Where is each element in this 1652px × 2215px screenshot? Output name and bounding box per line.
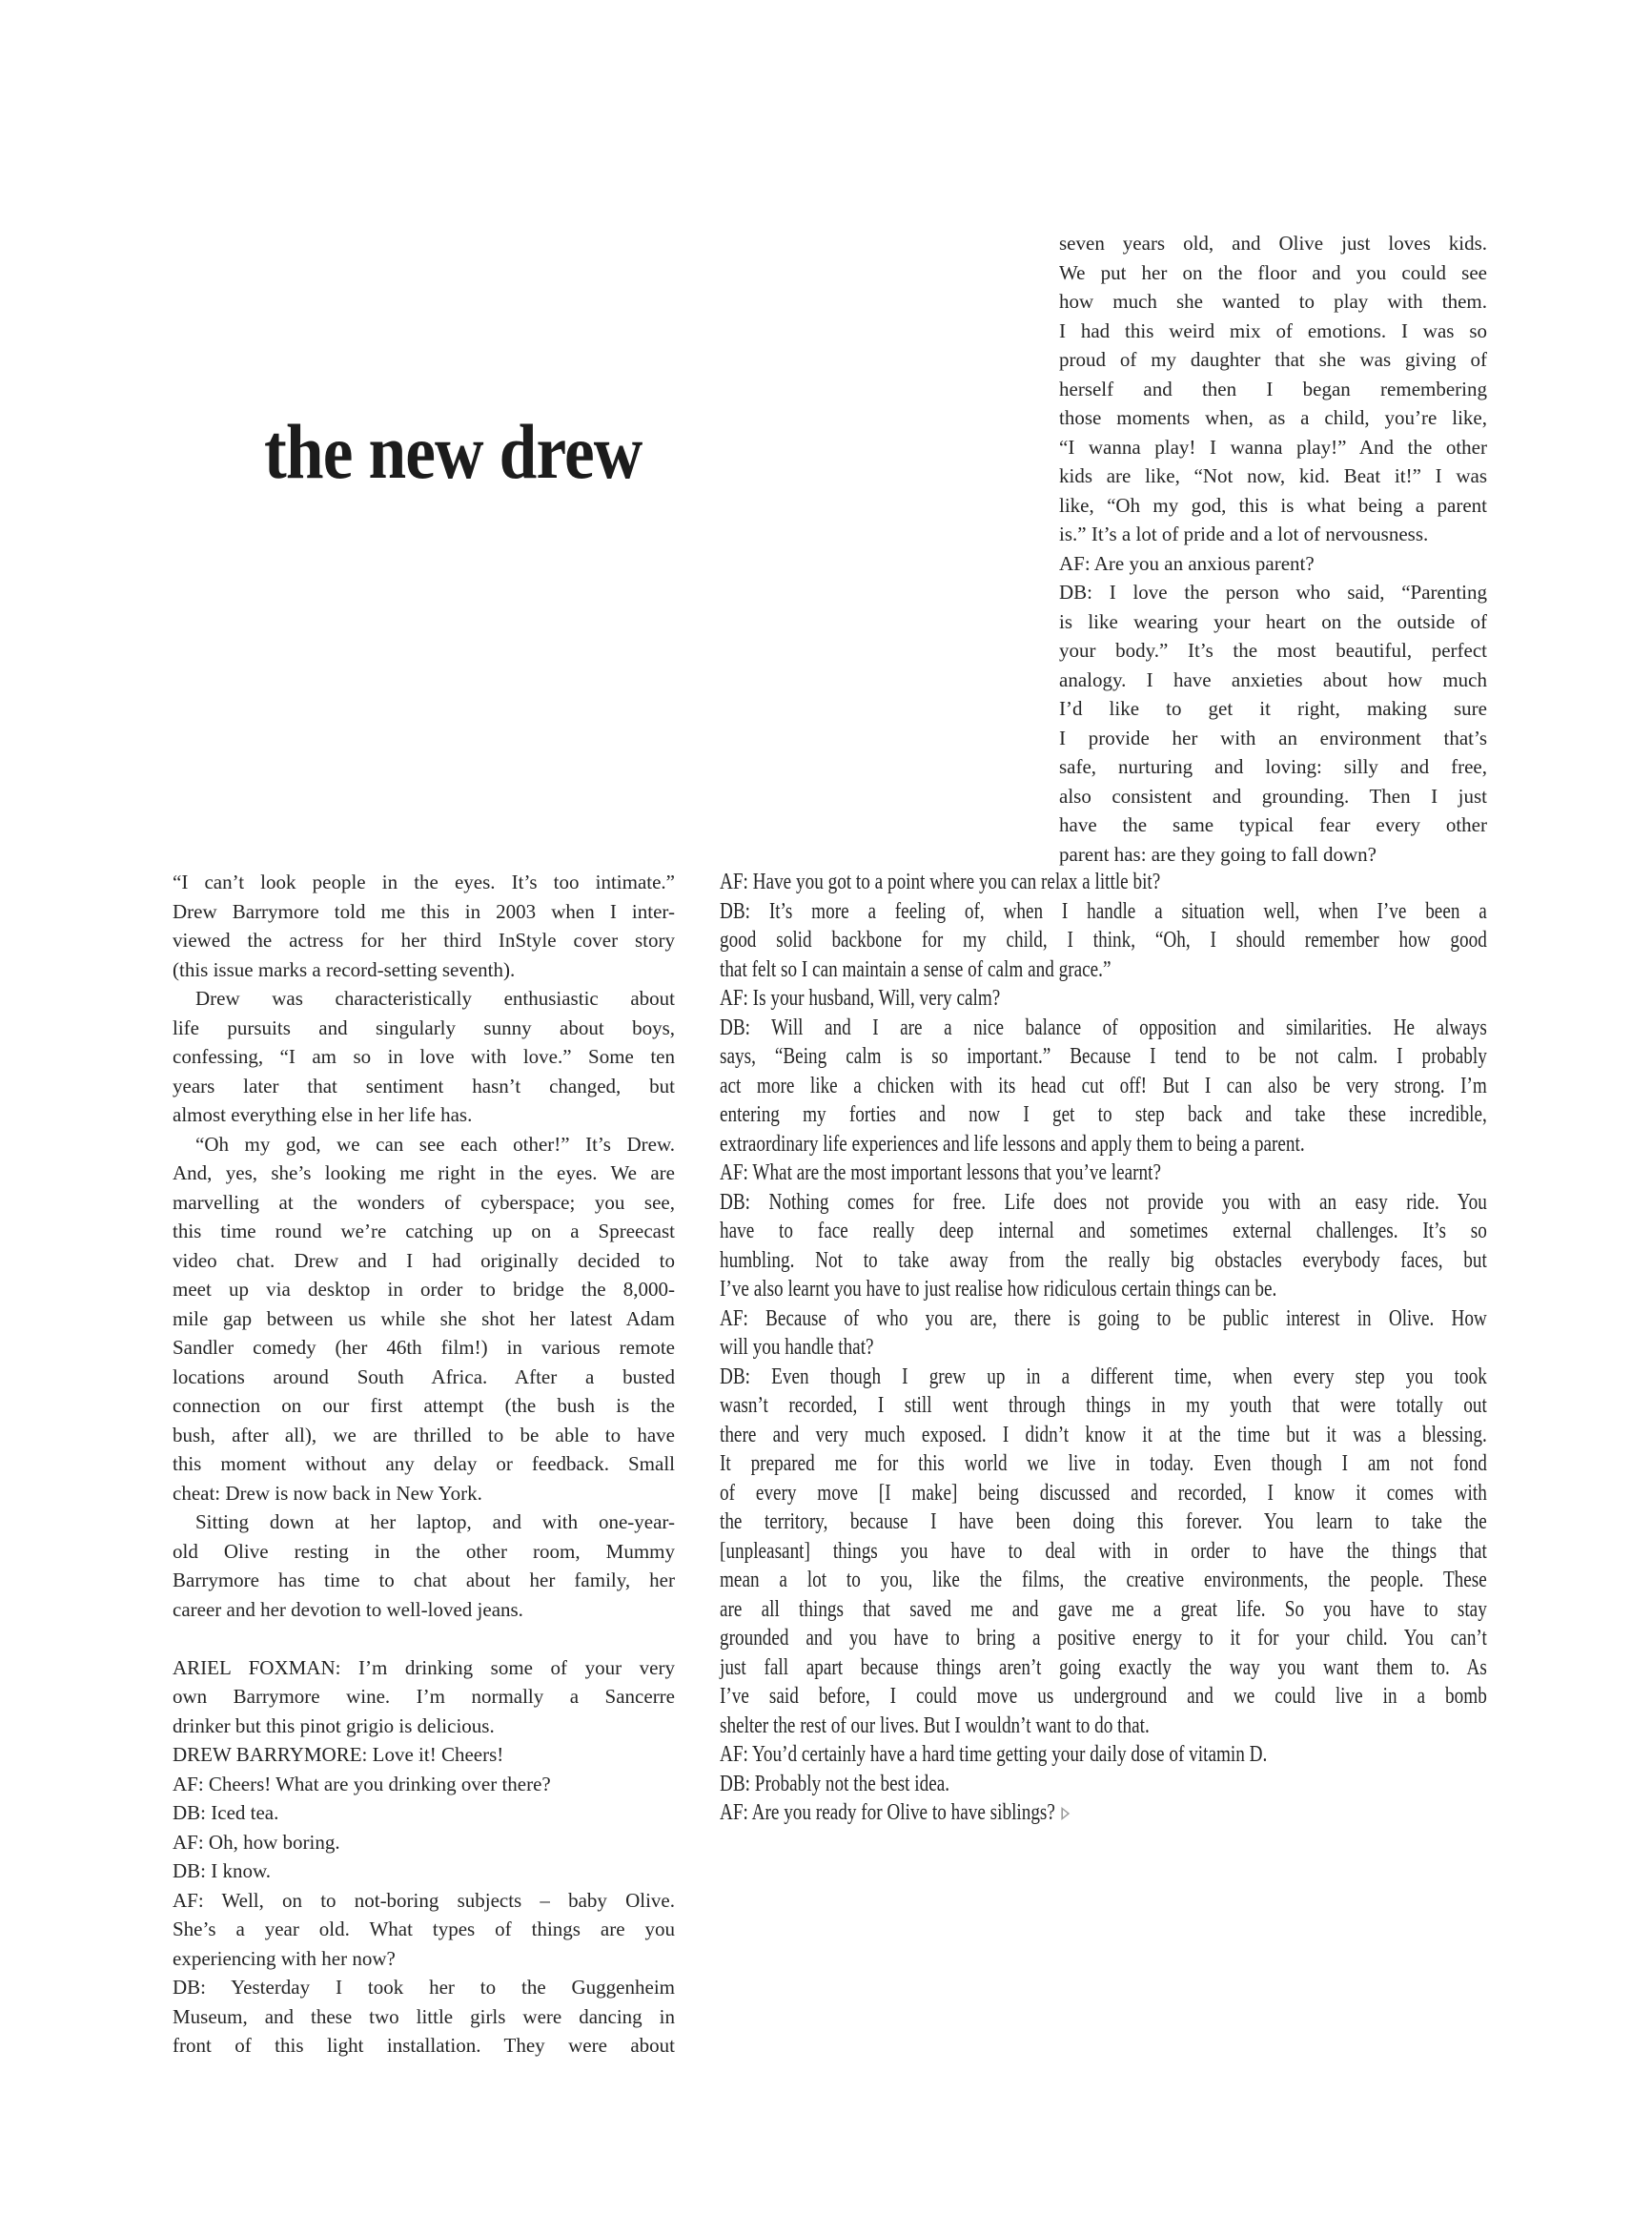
text-line — [720, 1740, 1487, 1770]
text-line — [173, 1507, 675, 1537]
text-line — [720, 1072, 1487, 1101]
text-line — [173, 1042, 675, 1072]
text-line-content: And, yes, she’s looking me right in the eyes. We are — [173, 1161, 675, 1184]
text-line-content: almost everything else in her life has. — [173, 1103, 473, 1126]
text-line-content: Drew Barrymore told me this in 2003 when I inter- — [173, 899, 675, 923]
text-line — [173, 1653, 675, 1683]
text-line-content: kids are like, “Not now, kid. Beat it!” I was — [1059, 464, 1487, 487]
text-line — [720, 984, 1487, 1014]
text-line-content: locations around South Africa. After a busted — [173, 1364, 675, 1388]
text-line-content: seven years old, and Olive just loves kids. — [1059, 232, 1487, 255]
text-line-content: I’ve also learnt you have to just realise how ridiculous certain things can be. — [720, 1277, 1277, 1302]
text-line — [173, 1479, 675, 1508]
text-line-content: connection on our first attempt (the bush is the — [173, 1394, 675, 1417]
text-line — [1059, 403, 1487, 433]
text-line — [173, 1014, 675, 1043]
text-line-content: “Oh my god, we can see each other!” It’s Drew. — [195, 1132, 675, 1156]
article-column-wide — [720, 868, 1487, 1828]
text-line-content: confessing, “I am so in love with love.” Some ten — [173, 1045, 675, 1068]
paragraph — [1059, 229, 1487, 549]
text-line — [720, 1682, 1487, 1712]
text-line — [173, 1537, 675, 1567]
paragraph — [720, 897, 1487, 985]
text-line-content: AF: Oh, how boring. — [173, 1830, 340, 1854]
text-line — [173, 1973, 675, 2002]
text-line — [173, 1856, 675, 1886]
text-line — [173, 1363, 675, 1392]
paragraph — [720, 868, 1487, 897]
text-line — [1059, 694, 1487, 724]
text-line-content: of every move [I make] being discussed and recorded, I know it comes with — [720, 1480, 1487, 1506]
paragraph — [173, 1740, 675, 1770]
text-line — [720, 1391, 1487, 1421]
text-line — [1059, 461, 1487, 491]
text-line — [720, 1712, 1487, 1741]
text-line — [1059, 578, 1487, 607]
text-line — [1059, 549, 1487, 579]
text-line — [720, 926, 1487, 955]
text-line-content: parent has: are they going to fall down? — [1059, 842, 1377, 866]
text-line — [173, 955, 675, 985]
paragraph — [173, 868, 675, 984]
paragraph — [1059, 549, 1487, 579]
text-line — [173, 2031, 675, 2061]
paragraph — [173, 1856, 675, 1886]
paragraph — [720, 1770, 1487, 1799]
text-line-content: own Barrymore wine. I’m normally a Sancerre — [173, 1685, 675, 1708]
text-line — [720, 868, 1487, 897]
text-line — [173, 1246, 675, 1276]
text-line — [173, 1915, 675, 1944]
text-line — [720, 1624, 1487, 1653]
text-line-content: I had this weird mix of emotions. I was so — [1059, 318, 1487, 342]
text-line-content: how much she wanted to play with them. — [1059, 290, 1487, 313]
text-line — [173, 1886, 675, 1916]
article-column-right-top — [1059, 229, 1487, 869]
text-line-content: ARIEL FOXMAN: I’m drinking some of your very — [173, 1655, 675, 1679]
text-line-content: Sitting down at her laptop, and with one-year- — [195, 1510, 675, 1533]
text-line — [1059, 607, 1487, 637]
text-line-content: also consistent and grounding. Then I just — [1059, 784, 1487, 808]
text-line-content: mile gap between us while she shot her latest Adam — [173, 1306, 675, 1330]
text-line-content: DB: Nothing comes for free. Life does not provide you with an easy ride. You — [720, 1189, 1487, 1215]
text-line — [173, 2002, 675, 2032]
text-line — [720, 955, 1487, 985]
text-line-content: Sandler comedy (her 46th film!) in various remote — [173, 1336, 675, 1359]
text-line-content: just fall apart because things aren’t going exactly the way you want them to. As — [720, 1654, 1487, 1680]
text-line-content: marvelling at the wonders of cyberspace; you see, — [173, 1190, 675, 1214]
text-line-content: humbling. Not to take away from the really big obstacles everybody faces, but — [720, 1247, 1487, 1273]
text-line — [173, 1682, 675, 1712]
text-line — [173, 1217, 675, 1246]
text-line-content: cheat: Drew is now back in New York. — [173, 1481, 482, 1505]
text-line — [1059, 229, 1487, 258]
text-line — [173, 897, 675, 927]
paragraph — [720, 1188, 1487, 1304]
paragraph — [720, 1304, 1487, 1363]
text-line-content: I’ve said before, I could move us underground and we could live in a bomb — [720, 1684, 1487, 1709]
text-line-content: AF: Are you an anxious parent? — [1059, 551, 1315, 575]
text-line — [720, 1014, 1487, 1043]
text-line — [1059, 752, 1487, 782]
text-line-content: video chat. Drew and I had originally decided to — [173, 1248, 675, 1272]
paragraph-spacer — [173, 1624, 675, 1653]
text-line-content: act more like a chicken with its head cut off! But I can also be very strong. I’m — [720, 1073, 1487, 1098]
text-line — [1059, 375, 1487, 404]
text-line-content: I provide her with an environment that’s — [1059, 726, 1487, 749]
paragraph — [173, 1653, 675, 1741]
paragraph — [173, 1507, 675, 1624]
text-line-content: AF: Have you got to a point where you can relax a little bit? — [720, 870, 1161, 894]
text-line-content: experiencing with her now? — [173, 1946, 396, 1970]
text-line-content: Museum, and these two little girls were dancing in — [173, 2004, 675, 2028]
text-line — [720, 1159, 1487, 1188]
paragraph — [720, 1740, 1487, 1770]
text-line-content: DB: I love the person who said, “Parenting — [1059, 581, 1487, 604]
text-line-content: AF: Cheers! What are you drinking over there? — [173, 1772, 551, 1795]
text-line-content: [unpleasant] things you have to deal with in order to have the things that — [720, 1538, 1487, 1564]
text-line — [720, 1100, 1487, 1130]
text-line — [173, 1828, 675, 1857]
text-line-content: shelter the rest of our lives. But I wouldn’t want to do that. — [720, 1713, 1150, 1738]
text-line-content: AF: What are the most important lessons that you’ve learnt? — [720, 1160, 1162, 1185]
text-line — [1059, 433, 1487, 462]
text-line-content: AF: Is your husband, Will, very calm? — [720, 986, 1001, 1011]
text-line-content: life pursuits and singularly sunny about boys, — [173, 1015, 675, 1039]
triangle-right-icon — [1061, 1807, 1070, 1820]
text-line-content: DB: Even though I grew up in a different time, when every step you took — [720, 1364, 1487, 1389]
text-line-content: is like wearing your heart on the outside of — [1059, 609, 1487, 633]
text-line-content: AF: Are you ready for Olive to have siblings? — [720, 1800, 1055, 1825]
text-line — [173, 1421, 675, 1450]
text-line — [720, 1333, 1487, 1363]
text-line — [720, 1537, 1487, 1567]
text-line-content: the territory, because I have been doing this forever. You learn to take the — [720, 1509, 1487, 1534]
text-line — [1059, 317, 1487, 346]
text-line — [720, 1130, 1487, 1159]
text-line — [173, 1304, 675, 1334]
text-line — [720, 1304, 1487, 1334]
text-line-content: “I wanna play! I wanna play!” And the other — [1059, 435, 1487, 459]
text-line — [1059, 287, 1487, 317]
paragraph — [720, 1363, 1487, 1741]
text-line-content: viewed the actress for her third InStyle cover story — [173, 929, 675, 952]
text-line-content: I’d like to get it right, making sure — [1059, 697, 1487, 720]
text-line — [720, 1042, 1487, 1072]
text-line — [1059, 345, 1487, 375]
text-line-content: bush, after all), we are thrilled to be able to have — [173, 1423, 675, 1446]
paragraph — [720, 1014, 1487, 1159]
text-line — [173, 1798, 675, 1828]
text-line-content: will you handle that? — [720, 1335, 874, 1360]
text-line — [173, 1275, 675, 1304]
article-title: the new drew — [264, 408, 642, 495]
text-line-content: AF: You’d certainly have a hard time getting your daily dose of vitamin D. — [720, 1742, 1268, 1767]
text-line — [720, 1449, 1487, 1479]
text-line-content: AF: Because of who you are, there is going to be public interest in Olive. How — [720, 1305, 1487, 1331]
text-line-content: that felt so I can maintain a sense of calm and grace.” — [720, 956, 1112, 982]
text-line — [1059, 520, 1487, 549]
text-line — [720, 897, 1487, 927]
text-line-content: grounded and you have to bring a positive energy to it for your child. You can’t — [720, 1626, 1487, 1651]
text-line — [173, 1072, 675, 1101]
text-line-content: wasn’t recorded, I still went through things in my youth that were totally out — [720, 1393, 1487, 1418]
text-line — [173, 1944, 675, 1974]
text-line-content: this moment without any delay or feedback. Small — [173, 1452, 675, 1475]
text-line — [173, 1100, 675, 1130]
paragraph — [173, 1973, 675, 2061]
text-line — [173, 1566, 675, 1595]
text-line — [720, 1217, 1487, 1246]
text-line — [720, 1566, 1487, 1595]
text-line-content: those moments when, as a child, you’re like, — [1059, 406, 1487, 429]
text-line-content: drinker but this pinot grigio is delicious. — [173, 1713, 495, 1737]
text-line — [1059, 636, 1487, 666]
text-line-content: safe, nurturing and loving: silly and free, — [1059, 755, 1487, 778]
text-line-content: We put her on the floor and you could see — [1059, 260, 1487, 284]
paragraph — [720, 1798, 1487, 1828]
text-line — [720, 1246, 1487, 1276]
text-line-content: Barrymore has time to chat about her family, her — [173, 1569, 675, 1591]
text-line — [1059, 810, 1487, 840]
text-line — [1059, 782, 1487, 811]
paragraph — [720, 984, 1487, 1014]
text-line-content: proud of my daughter that she was giving of — [1059, 348, 1487, 371]
text-line — [173, 1130, 675, 1159]
text-line-content: DB: It’s more a feeling of, when I handle a situation well, when I’ve been a — [720, 898, 1487, 924]
text-line — [173, 1740, 675, 1770]
article-column-left — [173, 868, 675, 2061]
text-line — [720, 1770, 1487, 1799]
text-line-content: have the same typical fear every other — [1059, 813, 1487, 836]
text-line — [720, 1479, 1487, 1508]
text-line-content: AF: Well, on to not-boring subjects – baby Olive. — [173, 1888, 675, 1912]
text-line — [720, 1595, 1487, 1625]
text-line — [173, 1595, 675, 1625]
text-line — [173, 1333, 675, 1363]
text-line-content: your body.” It’s the most beautiful, perfect — [1059, 639, 1487, 662]
text-line — [173, 1159, 675, 1188]
text-line-content: DB: Will and I are a nice balance of opposition and similarities. He always — [720, 1015, 1487, 1040]
paragraph — [173, 984, 675, 1130]
text-line-content: there and very much exposed. I didn’t know it at the time but it was a blessing. — [720, 1422, 1487, 1447]
text-line-content: DB: Yesterday I took her to the Guggenheim — [173, 1976, 675, 1999]
text-line — [720, 1653, 1487, 1683]
text-line-content: DB: Iced tea. — [173, 1801, 279, 1824]
text-line-content: is.” It’s a lot of pride and a lot of nervousness. — [1059, 523, 1429, 545]
text-line — [1059, 724, 1487, 753]
text-line-content: old Olive resting in the other room, Mummy — [173, 1539, 675, 1563]
text-line — [173, 984, 675, 1014]
text-line-content: “I can’t look people in the eyes. It’s too intimate.” — [173, 871, 675, 893]
text-line-content: years later that sentiment hasn’t changed, but — [173, 1074, 675, 1097]
text-line-content: (this issue marks a record-setting seventh). — [173, 957, 516, 981]
text-line — [720, 1421, 1487, 1450]
text-line — [173, 1770, 675, 1799]
paragraph — [173, 1130, 675, 1508]
text-line-content: DB: Probably not the best idea. — [720, 1771, 950, 1796]
text-line-content: herself and then I began remembering — [1059, 377, 1487, 400]
paragraph — [173, 1886, 675, 1974]
text-line — [1059, 258, 1487, 288]
text-line-content: front of this light installation. They were about — [173, 2034, 675, 2057]
paragraph — [720, 1159, 1487, 1188]
text-line — [720, 1798, 1487, 1828]
text-line — [1059, 840, 1487, 870]
text-line-content: career and her devotion to well-loved jeans. — [173, 1597, 523, 1621]
text-line — [720, 1507, 1487, 1537]
text-line — [720, 1188, 1487, 1218]
text-line-content: She’s a year old. What types of things are you — [173, 1918, 675, 1940]
text-line — [173, 868, 675, 897]
paragraph — [1059, 578, 1487, 869]
paragraph — [173, 1770, 675, 1799]
text-line-content: meet up via desktop in order to bridge the 8,000- — [173, 1278, 675, 1301]
text-line-content: Drew was characteristically enthusiastic about — [195, 987, 675, 1010]
text-line-content: this time round we’re catching up on a Spreecast — [173, 1220, 675, 1242]
text-line — [720, 1275, 1487, 1304]
text-line — [173, 1712, 675, 1741]
text-line — [173, 1188, 675, 1218]
text-line-content: good solid backbone for my child, I think, “Oh, I should remember how good — [720, 928, 1487, 953]
paragraph — [173, 1828, 675, 1857]
text-line — [1059, 666, 1487, 695]
text-line-content: have to face really deep internal and sometimes external challenges. It’s so — [720, 1219, 1487, 1243]
text-line-content: It prepared me for this world we live in today. Even though I am not fond — [720, 1451, 1487, 1476]
text-line-content: extraordinary life experiences and life lessons and apply them to being a parent. — [720, 1131, 1305, 1157]
text-line — [1059, 491, 1487, 521]
text-line — [173, 1449, 675, 1479]
text-line-content: mean a lot to you, like the films, the creative environments, the people. These — [720, 1568, 1487, 1592]
text-line-content: are all things that saved me and gave me a great life. So you have to stay — [720, 1596, 1487, 1622]
paragraph — [173, 1798, 675, 1828]
text-line-content: DB: I know. — [173, 1859, 272, 1882]
text-line-content: entering my forties and now I get to step back and take these incredible, — [720, 1102, 1487, 1127]
text-line-content: DREW BARRYMORE: Love it! Cheers! — [173, 1743, 504, 1766]
text-line-content: like, “Oh my god, this is what being a parent — [1059, 493, 1487, 517]
text-line-content: analogy. I have anxieties about how much — [1059, 667, 1487, 691]
text-line-content: says, “Being calm is so important.” Because I tend to be not calm. I probably — [720, 1044, 1487, 1069]
text-line — [173, 926, 675, 955]
text-line — [173, 1391, 675, 1421]
text-line — [720, 1363, 1487, 1392]
